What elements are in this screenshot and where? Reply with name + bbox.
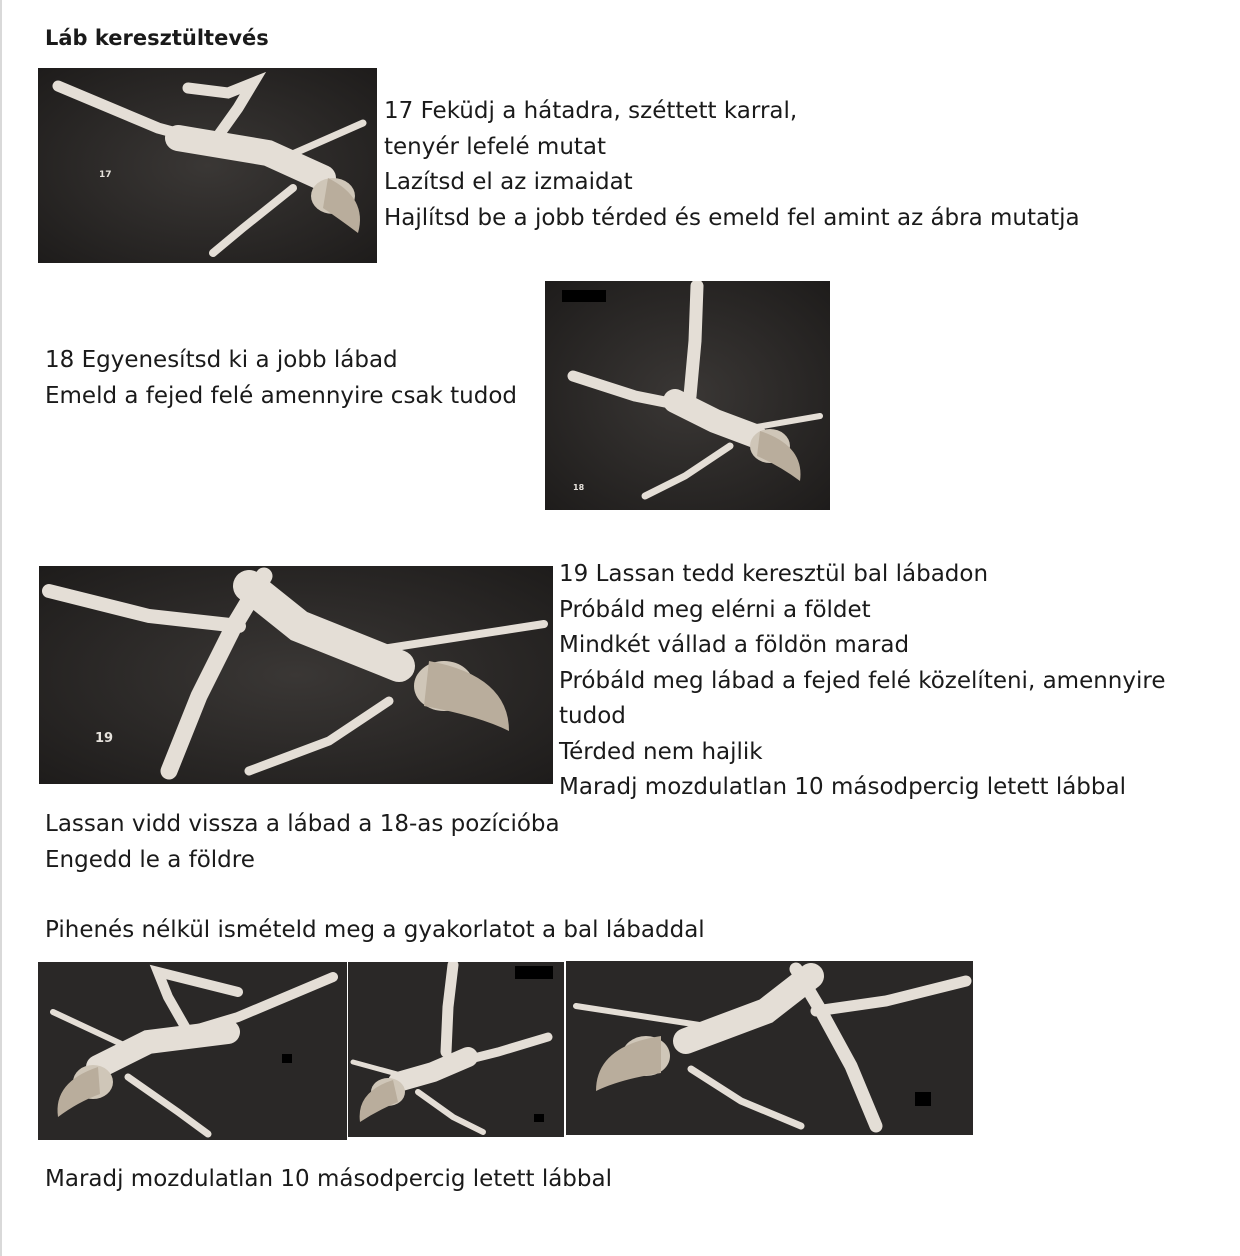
- instruction-line: Próbáld meg lábad a fejed felé közelíteni, amennyire: [559, 667, 1166, 694]
- figure-raised-leg-mirrored-illustration: [348, 962, 564, 1137]
- photo-number-label: 17: [99, 170, 112, 180]
- figure-raised-leg-illustration: [545, 281, 830, 510]
- instruction-line: 19 Lassan tedd keresztül bal lábadon: [559, 561, 989, 587]
- redaction-box: [534, 1114, 544, 1122]
- instruction-line: Mindkét vállad a földön marad: [559, 632, 910, 658]
- step-19-instructions: [559, 557, 1165, 806]
- redaction-box: [562, 290, 606, 302]
- instruction-line: Engedd le a földre: [45, 846, 255, 873]
- photo-mirrored-17: [38, 962, 347, 1140]
- redaction-box: [515, 966, 553, 979]
- photo-number-label: 19: [95, 731, 114, 746]
- return-instructions: [45, 807, 560, 878]
- instruction-line: Hajlítsd be a jobb térded és emeld fel amint az ábra mutatja: [384, 204, 1080, 231]
- instruction-line: 17 Feküdj a hátadra, széttett karral,: [384, 98, 798, 124]
- instruction-line: Lassan vidd vissza a lábad a 18-as pozícióba: [45, 811, 560, 837]
- figure-crossed-leg-mirrored-illustration: [566, 961, 973, 1135]
- step-17-instructions: [384, 94, 1080, 236]
- figure-bent-knee-mirrored-illustration: [38, 962, 347, 1140]
- instruction-line: 18 Egyenesítsd ki a jobb lábad: [45, 347, 398, 373]
- figure-bent-knee-illustration: [38, 68, 377, 263]
- instruction-line: Térded nem hajlik: [559, 738, 763, 765]
- page-left-border: [0, 0, 2, 1256]
- instruction-line: Próbáld meg elérni a földet: [559, 596, 871, 623]
- instruction-line: Lazítsd el az izmaidat: [384, 169, 633, 195]
- photo-mirrored-18: [348, 962, 564, 1137]
- instruction-line: tenyér lefelé mutat: [384, 133, 607, 160]
- redaction-box: [915, 1092, 931, 1106]
- step-18-instructions: [45, 343, 517, 414]
- figure-crossed-leg-illustration: [39, 566, 553, 784]
- photo-number-label: 18: [573, 483, 585, 492]
- repeat-instruction: Pihenés nélkül ismételd meg a gyakorlatot a bal lábaddal: [45, 917, 705, 943]
- photo-step-17: [38, 68, 377, 263]
- instruction-line: Emeld a fejed felé amennyire csak tudod: [45, 382, 518, 409]
- instruction-line: Maradj mozdulatlan 10 másodpercig letett lábbal: [559, 774, 1126, 800]
- redaction-box: [282, 1054, 292, 1063]
- photo-mirrored-19: [566, 961, 973, 1135]
- photo-step-19: [39, 566, 553, 784]
- photo-step-18: [545, 281, 830, 510]
- final-instruction: Maradj mozdulatlan 10 másodpercig letett lábbal: [45, 1166, 612, 1192]
- page-title: Láb keresztültevés: [45, 26, 269, 50]
- instruction-line: tudod: [559, 703, 626, 729]
